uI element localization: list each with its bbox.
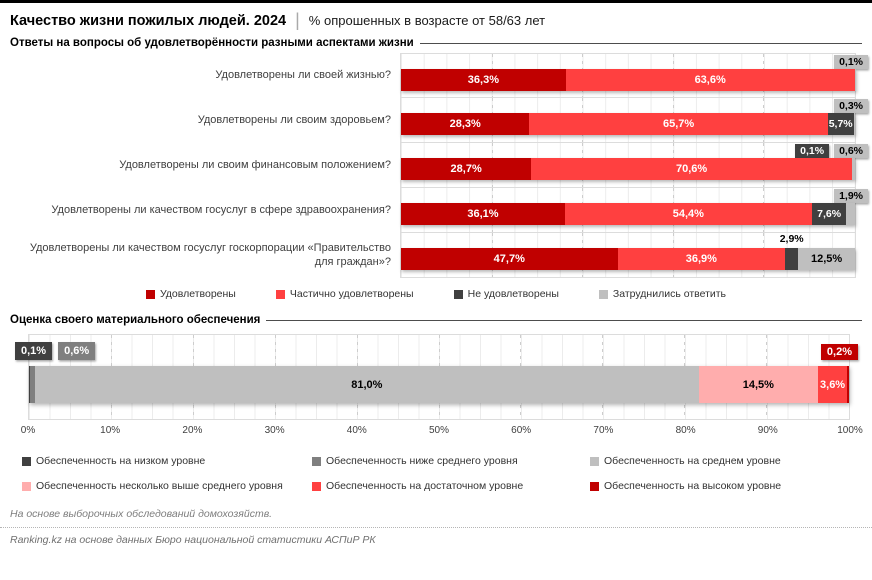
stacked-bar	[401, 69, 855, 91]
above-value-label: 2,9%	[779, 233, 804, 245]
legend-item	[312, 480, 590, 492]
axis-tick-label: 100%	[837, 425, 863, 436]
axis-tick-label: 20%	[182, 425, 203, 436]
bar-segment	[401, 69, 566, 91]
legend-item	[590, 480, 862, 492]
page-title: Качество жизни пожилых людей. 2024	[10, 12, 287, 29]
legend-label: Обеспеченность на среднем уровне	[604, 455, 781, 467]
legend-swatch	[454, 290, 463, 299]
chart1-row	[10, 188, 863, 233]
segment-value-label: 5,7%	[828, 118, 853, 130]
bar-segment	[401, 248, 618, 270]
legend-swatch	[590, 457, 599, 466]
material-security-plot	[21, 334, 852, 420]
outside-labels-strip	[401, 98, 868, 113]
stacked-bar	[401, 158, 855, 180]
legend-label: Затруднились ответить	[612, 288, 727, 300]
bar-segment	[699, 366, 818, 403]
legend-swatch	[22, 482, 31, 491]
axis-tick-label: 0%	[20, 425, 36, 436]
stacked-bar	[401, 248, 855, 270]
section1-header	[10, 37, 862, 49]
outside-labels-strip	[401, 143, 868, 158]
segment-value-label: 36,9%	[685, 253, 717, 265]
question-label: Удовлетворены ли своей жизнью?	[215, 68, 391, 81]
legend-swatch	[599, 290, 608, 299]
material-security-legend	[22, 455, 862, 492]
legend-item	[590, 455, 862, 467]
outside-labels-strip	[401, 54, 868, 69]
segment-value-label: 7,6%	[817, 208, 842, 220]
legend-label: Удовлетворены	[159, 288, 236, 300]
legend-label: Не удовлетворены	[467, 288, 559, 300]
segment-value-label: 54,4%	[672, 208, 704, 220]
legend-swatch	[276, 290, 285, 299]
bar-segment	[35, 366, 699, 403]
legend-swatch	[590, 482, 599, 491]
outside-value-label: 0,1%	[795, 144, 829, 158]
segment-value-label: 47,7%	[493, 253, 525, 265]
axis-tick-label: 50%	[428, 425, 450, 436]
legend-item	[312, 455, 590, 467]
segment-value-label: 36,1%	[467, 208, 499, 220]
legend-label: Обеспеченность ниже среднего уровня	[326, 455, 518, 467]
legend-swatch	[22, 457, 31, 466]
footer-note: На основе выборочных обследований домохозяйств.	[10, 508, 273, 520]
segment-value-label: 28,7%	[450, 163, 482, 175]
bar-segment	[565, 203, 812, 225]
legend-item	[454, 288, 559, 300]
outside-value-label: 0,1%	[15, 342, 52, 360]
axis-tick-label: 40%	[346, 425, 367, 436]
left-label-group	[15, 342, 95, 360]
chart1-band	[400, 232, 856, 278]
segment-value-label: 63,6%	[694, 74, 726, 86]
chart1-band	[400, 187, 863, 233]
segment-value-label: 14,5%	[742, 378, 774, 391]
legend-swatch	[312, 457, 321, 466]
segment-value-label: 12,5%	[810, 253, 843, 265]
footer-source: Ranking.kz на основе данных Бюро национальной статистики АСПиР РК	[10, 534, 376, 546]
outside-labels-strip	[15, 339, 858, 363]
legend-label: Обеспеченность на достаточном уровне	[326, 480, 524, 492]
bar-segment	[401, 158, 531, 180]
section1-title: Ответы на вопросы об удовлетворённости разными аспектами жизни	[10, 37, 414, 49]
outside-value-label: 0,1%	[834, 55, 868, 69]
question-label: Удовлетворены ли своим здоровьем?	[197, 113, 391, 126]
chart1-band	[400, 142, 863, 188]
bar-segment	[401, 203, 565, 225]
bar-segment	[846, 203, 855, 225]
segment-value-label: 65,7%	[663, 118, 695, 130]
stacked-bar	[401, 203, 855, 225]
axis-tick-label: 70%	[593, 425, 614, 436]
bar-segment	[566, 69, 855, 91]
legend-swatch	[312, 482, 321, 491]
legend-label: Обеспеченность несколько выше среднего уровня	[36, 480, 283, 492]
stacked-bar	[401, 113, 855, 135]
satisfaction-chart	[10, 53, 863, 278]
bar-segment	[785, 248, 798, 270]
segment-value-label: 36,3%	[467, 74, 499, 86]
page-subtitle: % опрошенных в возрасте от 58/63 лет	[308, 13, 546, 28]
bar-segment	[401, 113, 529, 135]
section2-rule	[266, 320, 862, 321]
axis-tick-label: 80%	[675, 425, 696, 436]
title-divider: |	[295, 10, 300, 30]
chart1-row	[10, 143, 863, 188]
chart1-row	[10, 53, 863, 98]
segment-value-label: 81,0%	[351, 378, 383, 391]
page-header	[10, 10, 862, 31]
legend-label: Частично удовлетворены	[289, 288, 414, 300]
legend-label: Обеспеченность на высоком уровне	[604, 480, 782, 492]
chart1-row	[10, 233, 856, 278]
legend-item	[146, 288, 236, 300]
stacked-bar	[29, 366, 849, 403]
outside-value-label: 1,9%	[834, 189, 868, 203]
outside-value-label: 0,6%	[834, 144, 868, 158]
segment-value-label: 70,6%	[675, 163, 708, 175]
segment-value-label: 3,6%	[820, 378, 846, 391]
bar-segment	[531, 158, 852, 180]
bar-segment	[798, 248, 855, 270]
legend-item	[599, 288, 726, 300]
segment-value-label: 28,3%	[449, 118, 481, 130]
axis-tick-label: 30%	[264, 425, 285, 436]
legend-swatch	[146, 290, 155, 299]
legend-item	[22, 455, 312, 467]
bar-segment	[828, 113, 854, 135]
legend-label: Обеспеченность на низком уровне	[36, 455, 206, 467]
axis-tick-label: 60%	[511, 425, 532, 436]
footer	[0, 508, 872, 546]
bar-segment	[852, 158, 855, 180]
outside-labels-strip	[401, 188, 868, 203]
chart1-band	[400, 53, 863, 98]
axis-tick-label: 10%	[100, 425, 121, 436]
satisfaction-legend	[0, 288, 872, 300]
percent-axis	[20, 423, 863, 439]
outside-value-label: 0,3%	[834, 99, 868, 113]
axis-tick-label: 90%	[757, 425, 778, 436]
question-label: Удовлетворены ли качеством госуслуг госкорпорации «Правительство для граждан»?	[29, 241, 391, 268]
section2-title: Оценка своего материального обеспечения	[10, 314, 261, 326]
outside-value-label: 0,6%	[58, 342, 95, 360]
section1-rule	[420, 43, 862, 44]
bar-segment	[854, 113, 855, 135]
bar-segment	[818, 366, 848, 403]
chart1-row	[10, 98, 863, 143]
bar-segment	[847, 366, 849, 403]
question-label: Удовлетворены ли своим финансовым положением?	[119, 158, 391, 171]
legend-item	[276, 288, 414, 300]
bar-segment	[529, 113, 827, 135]
top-accent-line	[0, 0, 872, 3]
outside-value-label: 0,2%	[821, 344, 858, 360]
legend-item	[22, 480, 312, 492]
question-label: Удовлетворены ли качеством госуслуг в сфере здравоохранения?	[51, 203, 391, 216]
chart1-band	[400, 97, 863, 143]
bar-segment	[618, 248, 786, 270]
section2-header	[10, 314, 862, 326]
bar-segment	[812, 203, 847, 225]
material-security-chart	[20, 334, 863, 439]
right-label-group	[821, 342, 858, 360]
